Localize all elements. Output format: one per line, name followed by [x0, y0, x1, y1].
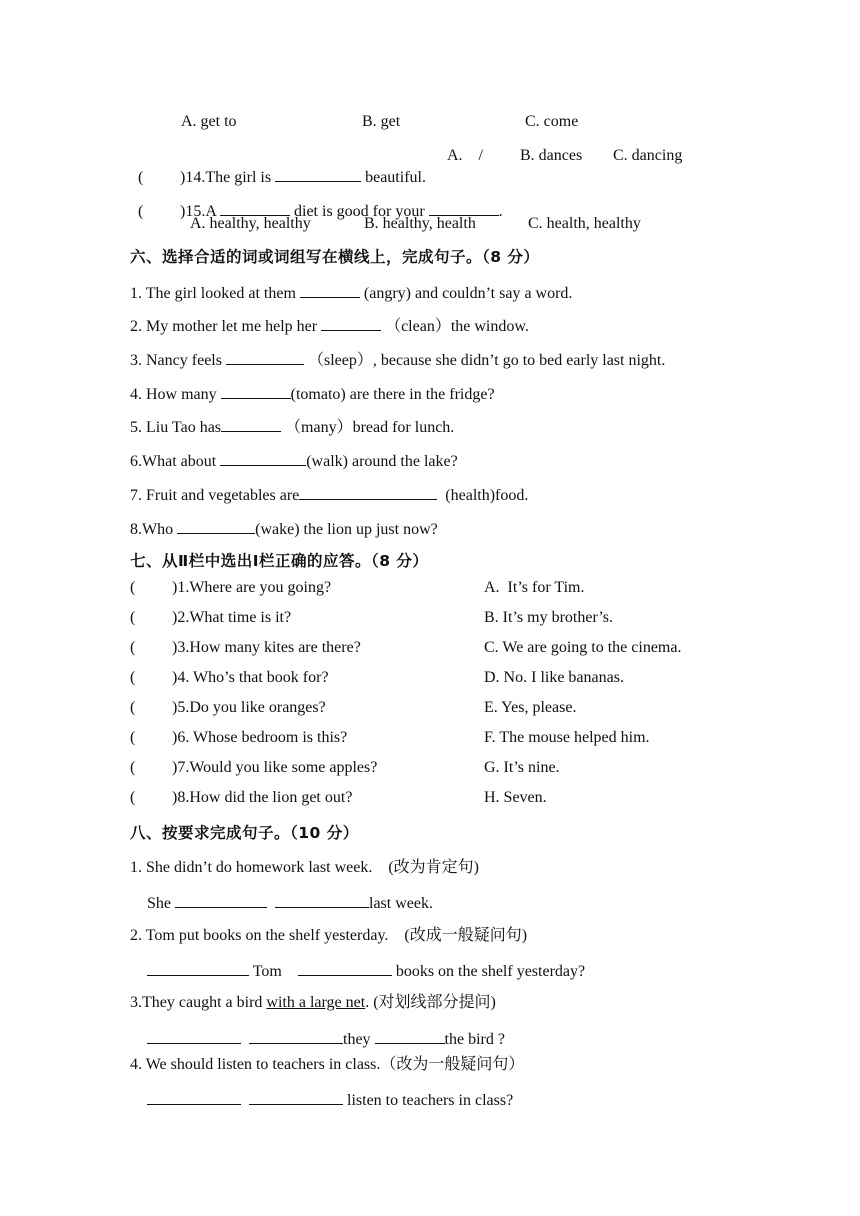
s7-answer-e: E. Yes, please. — [484, 699, 577, 716]
answer-blank[interactable] — [298, 960, 392, 976]
s8-answer-1: She last week. — [147, 892, 433, 914]
q14-option-b: B. dances — [520, 147, 583, 164]
q13-option-c: C. come — [525, 113, 579, 130]
s6-item-2: 2. My mother let me help her （clean）the window. — [130, 315, 529, 337]
section-6-heading: 六、选择合适的词或词组写在横线上，完成句子。（8 分） — [130, 248, 540, 266]
answer-blank[interactable] — [321, 315, 381, 331]
s7-question-6: ( )6. Whose bedroom is this? — [130, 729, 348, 746]
s8-question-3: 3.They caught a bird with a large net. (对划线部分提问) — [130, 994, 496, 1011]
s7-question-8: ( )8.How did the lion get out? — [130, 789, 353, 806]
s6-item-4: 4. How many (tomato) are there in the fridge? — [130, 383, 495, 405]
s6-item-8: 8.Who (wake) the lion up just now? — [130, 518, 438, 540]
s7-answer-f: F. The mouse helped him. — [484, 729, 650, 746]
s8-answer-3: they the bird ? — [147, 1028, 505, 1050]
answer-blank[interactable] — [221, 383, 291, 399]
answer-blank[interactable] — [249, 1028, 343, 1044]
s8-answer-4: listen to teachers in class? — [147, 1089, 513, 1111]
s6-item-5: 5. Liu Tao has （many）bread for lunch. — [130, 416, 454, 438]
q13-option-a: A. get to — [181, 113, 237, 130]
s7-question-5: ( )5.Do you like oranges? — [130, 699, 326, 716]
answer-blank[interactable] — [147, 1089, 241, 1105]
s8-question-2: 2. Tom put books on the shelf yesterday. (改成一般疑问句) — [130, 927, 528, 944]
q15-option-b: B. healthy, health — [364, 215, 476, 232]
answer-blank[interactable] — [147, 1028, 241, 1044]
answer-blank[interactable] — [175, 892, 267, 908]
s7-answer-g: G. It’s nine. — [484, 759, 560, 776]
section-8-heading: 八、按要求完成句子。（10 分） — [130, 824, 359, 842]
section-7-heading: 七、从Ⅱ栏中选出Ⅰ栏正确的应答。（8 分） — [130, 552, 429, 570]
answer-blank[interactable] — [375, 1028, 445, 1044]
answer-blank[interactable] — [147, 960, 249, 976]
s7-question-1: ( )1.Where are you going? — [130, 579, 332, 596]
answer-blank[interactable] — [226, 349, 304, 365]
answer-blank[interactable] — [177, 518, 255, 534]
s7-answer-c: C. We are going to the cinema. — [484, 639, 682, 656]
s6-item-6: 6.What about (walk) around the lake? — [130, 450, 458, 472]
s7-question-3: ( )3.How many kites are there? — [130, 639, 361, 656]
s7-answer-h: H. Seven. — [484, 789, 547, 806]
q15-option-c: C. health, healthy — [528, 215, 641, 232]
question-15: ( )15.A diet is good for your . — [130, 180, 503, 222]
s7-answer-d: D. No. I like bananas. — [484, 669, 624, 686]
answer-blank[interactable] — [249, 1089, 343, 1105]
q14-option-c: C. dancing — [613, 147, 683, 164]
s7-answer-a: A. It’s for Tim. — [484, 579, 585, 596]
question-14: ( )14.The girl is beautiful. — [130, 146, 426, 188]
answer-blank[interactable] — [275, 892, 369, 908]
answer-blank[interactable] — [300, 282, 360, 298]
answer-blank[interactable] — [221, 416, 281, 432]
s7-question-7: ( )7.Would you like some apples? — [130, 759, 378, 776]
s6-item-7: 7. Fruit and vegetables are (health)food. — [130, 484, 528, 506]
s8-question-1: 1. She didn’t do homework last week. (改为肯定句) — [130, 859, 479, 876]
s6-item-1: 1. The girl looked at them (angry) and couldn’t say a word. — [130, 282, 572, 304]
answer-blank[interactable] — [220, 450, 306, 466]
s8-question-4: 4. We should listen to teachers in class.（改为一般疑问句） — [130, 1056, 525, 1073]
answer-blank[interactable] — [299, 484, 437, 500]
s6-item-3: 3. Nancy feels （sleep）, because she didn’t go to bed early last night. — [130, 349, 665, 371]
q14-option-a: A. / — [447, 147, 483, 164]
s8-answer-2: Tom books on the shelf yesterday? — [147, 960, 585, 982]
s7-answer-b: B. It’s my brother’s. — [484, 609, 614, 626]
s7-question-2: ( )2.What time is it? — [130, 609, 292, 626]
q15-option-a: A. healthy, healthy — [190, 215, 311, 232]
q13-option-b: B. get — [362, 113, 401, 130]
s7-question-4: ( )4. Who’s that book for? — [130, 669, 329, 686]
